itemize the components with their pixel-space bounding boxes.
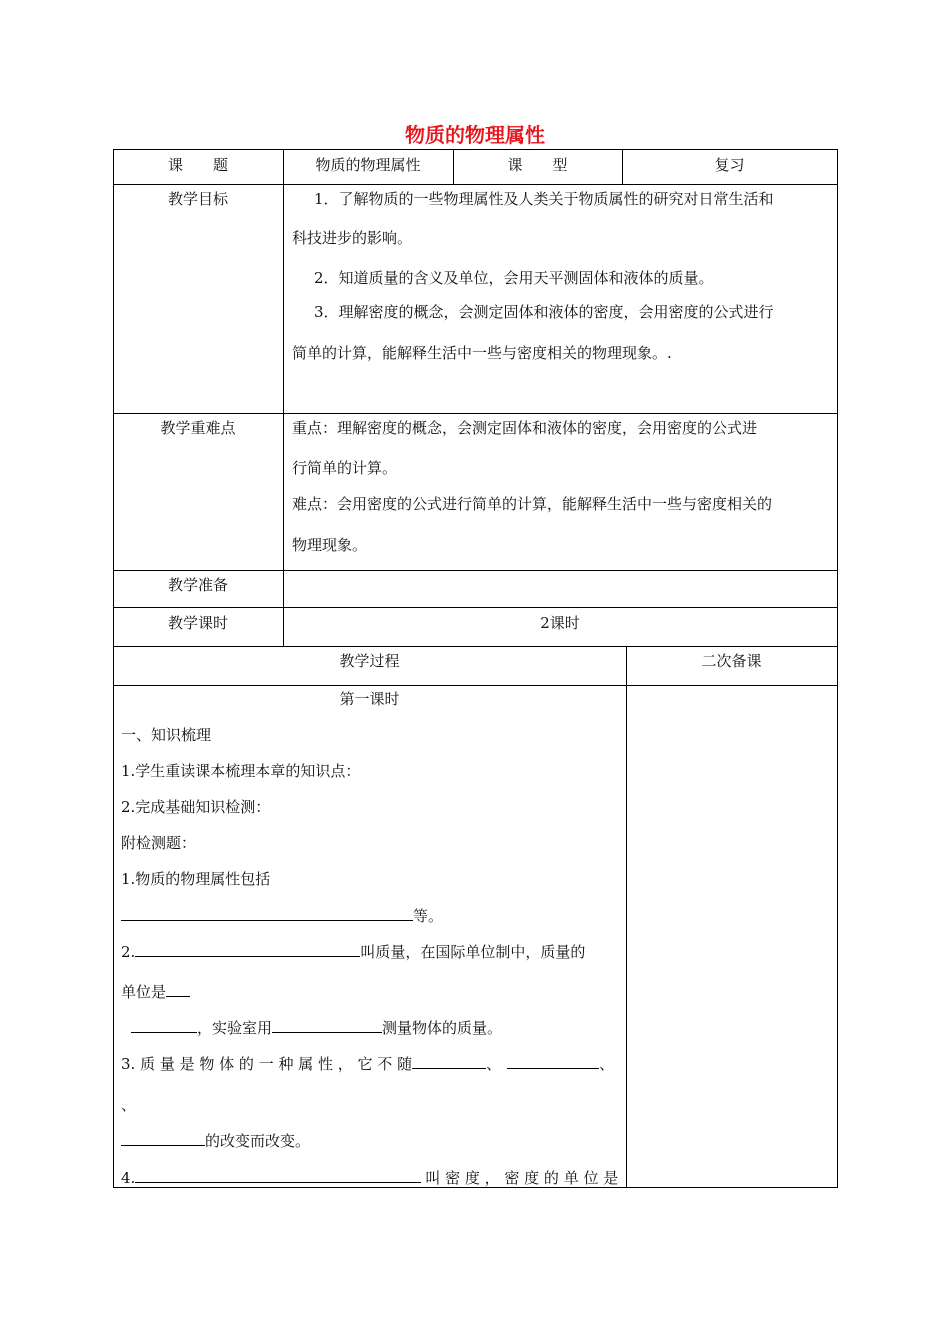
- hours-value: 2课时: [540, 614, 580, 632]
- process-label: 教学过程: [339, 652, 400, 670]
- table-line: [626, 646, 627, 1187]
- answer-blank[interactable]: [135, 1167, 421, 1183]
- table-line: [113, 184, 838, 185]
- question-2-number: 2.: [121, 943, 136, 961]
- question-3-end: 的改变而改变。: [205, 1132, 311, 1150]
- goals-label: 教学目标: [167, 190, 228, 208]
- topic-label: 课 题: [167, 156, 228, 174]
- table-line: [837, 149, 838, 1188]
- difficulty-label: 教学重难点: [160, 419, 236, 437]
- answer-blank[interactable]: [272, 1017, 382, 1033]
- goal-2: 2．知道质量的含义及单位，会用天平测固体和液体的质量。: [314, 269, 714, 287]
- answer-blank[interactable]: [166, 981, 190, 997]
- hard-point-line-1: 难点：会用密度的公式进行简单的计算，能解释生活中一些与密度相关的: [292, 495, 773, 513]
- step-1: 1.学生重读课本梳理本章的知识点：: [121, 762, 361, 780]
- question-4-number: 4.: [121, 1169, 136, 1187]
- question-1: 1.物质的物理属性包括: [121, 870, 271, 888]
- page-title: 物质的物理属性: [405, 123, 545, 147]
- answer-blank[interactable]: [507, 1053, 599, 1069]
- question-1-end: 等。: [413, 907, 444, 925]
- answer-blank[interactable]: [131, 1017, 197, 1033]
- question-3: [121, 1053, 614, 1074]
- type-label: 课 型: [507, 156, 568, 174]
- lesson-1-heading: 第一课时: [339, 690, 400, 708]
- second-prep-label: 二次备课: [701, 652, 762, 670]
- key-point-line-1: 重点：理解密度的概念，会测定固体和液体的密度，会用密度的公式进: [292, 419, 758, 437]
- table-line: [113, 570, 838, 571]
- question-3-end-line: [121, 1130, 310, 1151]
- goal-1-line-2: 科技进步的影响。: [292, 229, 413, 247]
- prep-label: 教学准备: [167, 576, 228, 594]
- question-2-text: 叫质量，在国际单位制中，质量的: [360, 943, 586, 961]
- question-2-unit-label: 单位是: [121, 983, 167, 1001]
- table-line: [113, 413, 838, 414]
- answer-blank[interactable]: [412, 1053, 486, 1069]
- answer-blank[interactable]: [135, 941, 360, 957]
- table-line: [113, 607, 838, 608]
- answer-blank[interactable]: [121, 905, 413, 921]
- table-line: [113, 149, 838, 150]
- question-3-text: 3. 质 量 是 物 体 的 一 种 属 性 ， 它 不 随: [121, 1055, 413, 1073]
- separator: 、: [599, 1055, 615, 1073]
- step-2: 2.完成基础知识检测：: [121, 798, 271, 816]
- question-2-continued: [131, 1017, 502, 1038]
- question-2-lab-text: ，实验室用: [197, 1019, 273, 1037]
- question-4: [121, 1167, 618, 1188]
- hours-label: 教学课时: [167, 614, 228, 632]
- key-point-line-2: 行简单的计算。: [292, 459, 398, 477]
- question-2-end: 测量物体的质量。: [382, 1019, 503, 1037]
- type-value: 复习: [714, 156, 745, 174]
- separator: 、: [486, 1055, 502, 1073]
- section-1-heading: 一、知识梳理: [121, 726, 212, 744]
- answer-blank[interactable]: [121, 1130, 205, 1146]
- goal-3-line-2: 简单的计算，能解释生活中一些与密度相关的物理现象。.: [292, 344, 672, 362]
- table-line: [113, 646, 838, 647]
- question-4-text: 叫 密 度 ， 密 度 的 单 位 是: [425, 1169, 619, 1187]
- attached-questions-label: 附检测题：: [121, 834, 197, 852]
- goal-1-line-1: 1．了解物质的一些物理属性及人类关于物质属性的研究对日常生活和: [314, 190, 774, 208]
- question-1-answer-line: [121, 905, 443, 926]
- table-line: [283, 149, 284, 646]
- question-3-dun: 、: [121, 1096, 137, 1114]
- question-2: [121, 941, 585, 962]
- question-2-unit: [121, 981, 190, 1002]
- topic-value: 物质的物理属性: [315, 156, 421, 174]
- goal-3-line-1: 3．理解密度的概念，会测定固体和液体的密度，会用密度的公式进行: [314, 303, 774, 321]
- hard-point-line-2: 物理现象。: [292, 536, 368, 554]
- table-line: [113, 685, 838, 686]
